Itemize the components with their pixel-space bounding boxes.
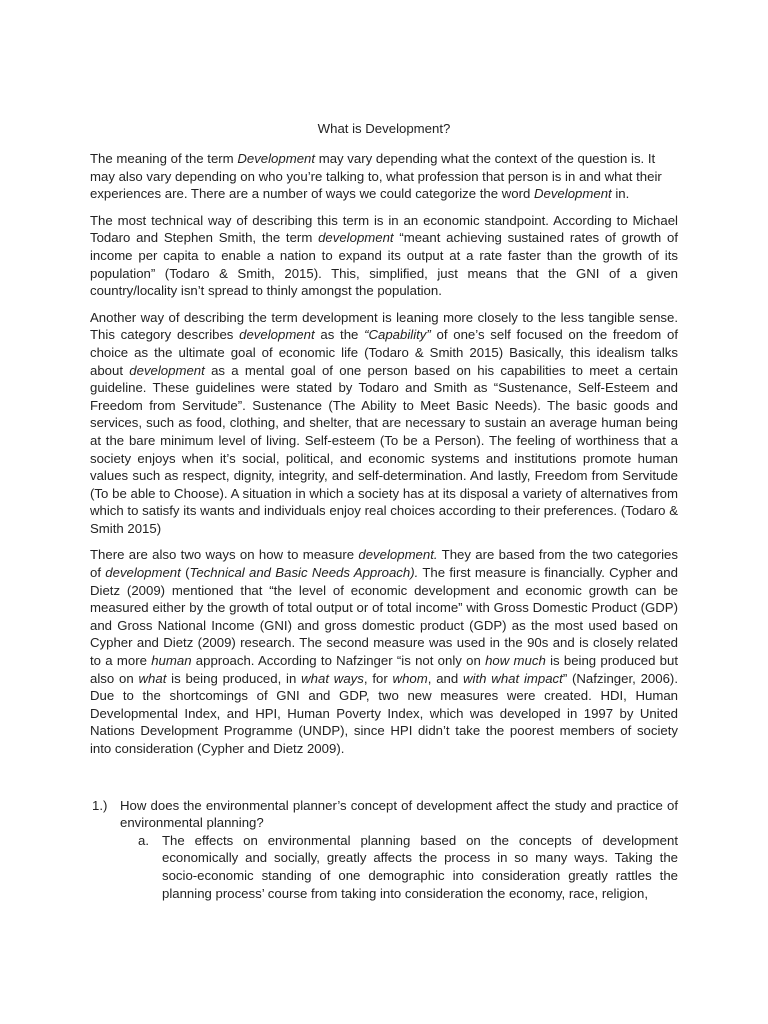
italic-term: development <box>129 362 205 378</box>
italic-term: Technical and Basic Needs Approach). <box>189 565 419 581</box>
italic-term: what <box>138 670 167 686</box>
text-run: approach. According to Nafzinger “is not only on <box>191 653 486 669</box>
italic-term: human <box>151 653 192 669</box>
paragraph-measures <box>90 546 678 757</box>
text-run: as a mental goal of one person based on his capabilities to meet a certain guideline. These guidelines were stated by Todaro and Smith as “Sustenance, Self-Esteem and Freedom from Servitude”. Sustenance (The Ability to Meet Basic Needs). The basic goods and services, such as food, clothing, and shelter, that are necessary to sustain an average human being at the bare minimum level of living. Self-esteem (To be a Person). The feeling of worthiness that a society enjoys when it’s social, political, and economic systems and institutions promote human values such as respect, dignity, integrity, and self-determination. And lastly, Freedom from Servitude (To be able to Choose). A situation in which a society has at its disposal a variety of alternatives from which to satisfy its wants and individuals enjoy real choices according to their preferences. (Todaro & Smith 2015) <box>90 362 678 536</box>
text-run: is being produced, in <box>166 670 302 686</box>
italic-term: what ways <box>301 670 364 686</box>
question-number: 1.) <box>92 797 108 813</box>
italic-term: whom <box>392 670 428 686</box>
italic-term: development <box>239 327 315 343</box>
italic-term: development <box>318 230 394 246</box>
text-run: of one’s self focused on the freedom of choice as the ultimate goal of economic life (Todaro & Smith 2015) Basically, this idealism talks about <box>90 327 678 378</box>
italic-term: Development <box>237 151 316 166</box>
italic-term: with what impact <box>463 670 563 686</box>
text-run: The most technical way of describing this term is in an economic standpoint. According to Michael Todaro and Stephen Smith, the term <box>90 212 678 246</box>
text-run: ” (Nafzinger, 2006). Due to the shortcomings of GNI and GDP, two new measures were created. HDI, Human Developmental Index, and HPI, Human Poverty Index, which was developed in 1997 by United Nations Development Programme (UNDP), since HPI didn’t take the poorest members of society into consideration (Cypher and Dietz 2009). <box>90 670 678 756</box>
paragraph-capability <box>90 309 678 538</box>
text-run: may vary depending what the context of the question is. It may also vary depending on who you’re talking to, what profession that person is in and what their experiences are. There are a number of ways we could categorize the word <box>90 151 662 202</box>
answer-letter: a. <box>138 832 149 848</box>
text-run: , for <box>363 670 393 686</box>
question-text: How does the environmental planner’s concept of development affect the study and practice of environmental planning? <box>120 797 678 831</box>
italic-term: development <box>105 565 181 581</box>
text-run: The first measure is financially. Cypher and Dietz (2009) mentioned that “the level of economic development and economic growth can be measured either by the growth of total output or of total income” with Gross Domestic Product (GDP) and Gross National Income (GNI) and gross domestic product (GDP) as the most used based on Cypher and Dietz (2009) research. The second measure was used in the 90s and is closely related to a more <box>90 565 678 669</box>
text-run: , and <box>427 670 464 686</box>
text-run: There are also two ways on how to measure <box>90 547 359 563</box>
answer-text: The effects on environmental planning based on the concepts of development economically and socially, greatly affects the process in so many ways. Taking the socio-economic standing of one demographic into consideration greatly rattles the planning process’ course from taking into consideration the economy, race, religion, <box>162 832 678 901</box>
paragraph-meaning <box>90 150 678 203</box>
paragraph-technical <box>90 212 678 300</box>
section-spacer <box>90 767 678 797</box>
text-run: The meaning of the term <box>90 151 238 166</box>
italic-term: Development <box>533 186 612 202</box>
page-title: What is Development? <box>317 121 451 136</box>
text-run: is being produced but also on <box>90 653 679 686</box>
text-run: They are based from the two categories of <box>90 547 678 581</box>
text-run: as the <box>314 327 365 343</box>
text-run: Another way of describing the term development is leaning more closely to the less tangible sense. This category describes <box>90 309 678 343</box>
text-run: “meant achieving sustained rates of growth of income per capita to enable a nation to expand its output at a rate faster than the growth of its population” (Todaro & Smith, 2015). This, simplified, just means that the GNI of a given country/locality isn’t spread to thinly amongst the population. <box>90 230 678 299</box>
italic-term: how much <box>485 653 546 669</box>
question-item <box>90 797 678 832</box>
text-run: in. <box>611 186 630 202</box>
answer-item <box>138 832 678 902</box>
italic-term: “Capability” <box>364 327 431 343</box>
text-run: ( <box>180 565 190 581</box>
italic-term: development. <box>358 547 438 563</box>
